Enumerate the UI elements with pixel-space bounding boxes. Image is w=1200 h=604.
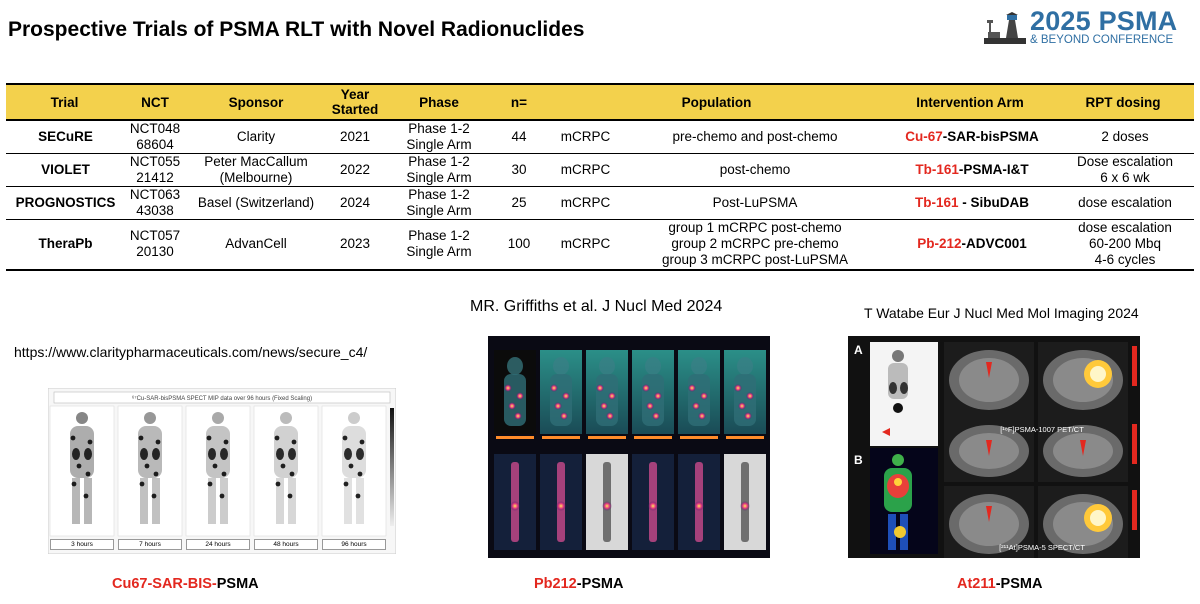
n-value: 30 [511, 162, 527, 177]
population-line: group 3 mCRPC post-LuPSMA [661, 252, 849, 268]
cell-intervention [888, 220, 1052, 270]
cell-population [622, 220, 888, 270]
sponsor-line: AdvanCell [225, 236, 287, 252]
pb212-scan-frame [632, 350, 674, 439]
spect-body-silhouette [254, 406, 318, 536]
cell-phase [385, 154, 493, 187]
phase-line: Single Arm [406, 203, 472, 218]
disease-value: mCRPC [560, 195, 611, 210]
year-value: 2021 [339, 129, 371, 144]
cell-trial [6, 187, 123, 220]
population-line: group 1 mCRPC post-chemo [668, 220, 842, 236]
spect-body-silhouette [322, 406, 386, 536]
header-trial: Trial [6, 84, 123, 120]
cell-n [493, 154, 545, 187]
header-n: n= [493, 84, 545, 120]
agent-label: -PSMA-I&T [958, 162, 1029, 177]
caption-at211-rest: -PSMA [995, 576, 1043, 592]
sponsor-line: Basel (Switzerland) [197, 195, 315, 210]
caption-cu67-isotope: Cu67-SAR-BIS- [112, 576, 217, 592]
trial-name: PROGNOSTICS [15, 195, 116, 210]
nct-part: NCT048 [129, 121, 181, 136]
cell-nct [123, 187, 187, 220]
lighthouse-icon [982, 12, 1028, 46]
pb212-scan-frame [724, 350, 766, 439]
cell-n [493, 120, 545, 154]
n-value: 100 [507, 236, 531, 252]
logo-main-text: 2025 PSMA [1030, 6, 1178, 36]
header-dosing: RPT dosing [1052, 84, 1194, 120]
phase-line: Phase 1-2 [408, 154, 470, 169]
cell-trial [6, 220, 123, 270]
ct-label-pet: [¹⁸F]PSMA-1007 PET/CT [1000, 425, 1084, 434]
phase-line: Phase 1-2 [408, 228, 470, 244]
cell-dosing [1052, 187, 1194, 220]
cell-sponsor [187, 120, 325, 154]
header-year-l2: Started [331, 102, 379, 117]
isotope-label: Tb-161 [915, 162, 959, 177]
timepoint-label: 7 hours [118, 539, 182, 550]
trial-name: VIOLET [41, 162, 90, 177]
phase-line: Single Arm [406, 244, 472, 260]
dosing-line: 6 x 6 wk [1100, 170, 1150, 185]
phase-line: Phase 1-2 [408, 121, 470, 136]
cell-n [493, 220, 545, 270]
cell-nct [123, 154, 187, 187]
trial-name: TheraPb [38, 236, 93, 252]
pb212-spect-frame [586, 454, 628, 550]
phase-line: Phase 1-2 [408, 187, 470, 202]
cell-population [622, 187, 888, 220]
isotope-label: Cu-67 [905, 129, 943, 144]
cell-phase [385, 187, 493, 220]
timepoint-row [48, 539, 392, 551]
agent-label: -ADVC001 [961, 236, 1027, 252]
cell-phase [385, 120, 493, 154]
caption-at211-isotope: At211 [957, 576, 996, 592]
cell-year [325, 154, 385, 187]
header-population: Population [545, 84, 888, 120]
table-row [6, 187, 1194, 220]
isotope-label: Pb-212 [917, 236, 962, 252]
table-body [6, 120, 1194, 270]
dosing-line: Dose escalation [1076, 154, 1174, 169]
sponsor-line: Peter MacCallum [204, 154, 308, 169]
n-value: 25 [511, 195, 527, 210]
nct-part: 43038 [136, 203, 174, 218]
phase-line: Single Arm [406, 170, 472, 185]
pb212-scan-frame [678, 350, 720, 439]
disease-value: mCRPC [560, 236, 611, 252]
pb212-image [488, 336, 770, 558]
timepoint-label: 48 hours [254, 539, 318, 550]
sponsor-line: Clarity [236, 129, 276, 144]
nct-part: NCT057 [129, 228, 181, 244]
cell-year [325, 220, 385, 270]
n-value: 44 [511, 129, 527, 144]
population-line: Post-LuPSMA [712, 195, 798, 210]
cell-disease [545, 154, 622, 187]
dosing-line: 60-200 Mbq [1088, 236, 1162, 252]
cell-dosing [1052, 154, 1194, 187]
nct-part: 21412 [136, 170, 174, 185]
timepoint-label: 96 hours [322, 539, 386, 550]
table-header-row [6, 84, 1194, 120]
population-line: post-chemo [719, 162, 791, 177]
figure-pb212-imaging [488, 336, 770, 558]
ct-label-spect: [²¹¹At]PSMA-5 SPECT/CT [999, 543, 1085, 552]
cell-disease [545, 220, 622, 270]
spect-body-silhouette [186, 406, 250, 536]
disease-value: mCRPC [560, 129, 611, 144]
population-line: group 2 mCRPC pre-chemo [671, 236, 839, 252]
citation-griffiths: MR. Griffiths et al. J Nucl Med 2024 [470, 298, 723, 315]
year-value: 2023 [339, 236, 371, 252]
isotope-label: Tb-161 [914, 195, 959, 210]
header-intervention: Intervention Arm [888, 84, 1052, 120]
caption-cu67-rest: PSMA [216, 576, 259, 592]
cell-phase [385, 220, 493, 270]
agent-label: -SAR-bisPSMA [942, 129, 1039, 144]
cell-population [622, 120, 888, 154]
slide-title: Prospective Trials of PSMA RLT with Novel Radionuclides [8, 18, 585, 41]
dosing-line: 4-6 cycles [1094, 252, 1156, 268]
caption-cu67 [112, 576, 259, 592]
cell-disease [545, 187, 622, 220]
logo-sub-text: & BEYOND CONFERENCE [1030, 34, 1174, 46]
cell-year [325, 120, 385, 154]
cell-trial [6, 120, 123, 154]
dosing-line: dose escalation [1078, 195, 1172, 210]
header-year-l1: Year [340, 87, 370, 102]
cell-n [493, 187, 545, 220]
nct-part: 20130 [136, 244, 174, 260]
timepoint-label: 24 hours [186, 539, 250, 550]
disease-value: mCRPC [560, 162, 611, 177]
dosing-line: dose escalation [1078, 220, 1172, 236]
header-sponsor: Sponsor [187, 84, 325, 120]
table-row [6, 220, 1194, 270]
cell-population [622, 154, 888, 187]
trial-name: SECuRE [38, 129, 93, 144]
dosing-line: 2 doses [1101, 129, 1149, 144]
ct-slice [1038, 342, 1128, 420]
nct-part: NCT055 [129, 154, 181, 169]
sponsor-line: (Melbourne) [219, 170, 293, 185]
pb212-spect-frame [678, 454, 720, 550]
pb212-spect-frame [494, 454, 536, 550]
panel-label-a: A [854, 343, 863, 357]
agent-label: - SibuDAB [958, 195, 1029, 210]
citation-clarity: https://www.claritypharmaceuticals.com/news/secure_c4/ [14, 344, 368, 360]
figure-cu67-spect [48, 388, 396, 554]
table-row [6, 120, 1194, 154]
caption-pb212-isotope: Pb212 [534, 576, 577, 592]
pb212-spect-frame [724, 454, 766, 550]
cell-intervention [888, 187, 1052, 220]
cell-sponsor [187, 187, 325, 220]
pb212-spect-frame [540, 454, 582, 550]
cell-dosing [1052, 220, 1194, 270]
nct-part: NCT063 [129, 187, 181, 202]
population-line: pre-chemo and post-chemo [672, 129, 838, 144]
pb212-spect-frame [632, 454, 674, 550]
year-value: 2022 [339, 162, 371, 177]
at211-image [848, 336, 1140, 558]
citation-watabe: T Watabe Eur J Nucl Med Mol Imaging 2024 [864, 305, 1139, 321]
header-nct: NCT [123, 84, 187, 120]
cell-year [325, 187, 385, 220]
phase-line: Single Arm [406, 137, 472, 152]
cell-nct [123, 120, 187, 154]
cell-intervention [888, 120, 1052, 154]
cell-sponsor [187, 154, 325, 187]
header-phase: Phase [385, 84, 493, 120]
caption-at211 [957, 576, 1042, 592]
spect-body-silhouette [50, 406, 114, 536]
trials-table [6, 83, 1194, 271]
nct-part: 68604 [136, 137, 174, 152]
panel-label-b: B [854, 453, 863, 467]
table-row [6, 154, 1194, 187]
timepoint-label: 3 hours [50, 539, 114, 550]
header-year [325, 84, 385, 120]
pb212-scan-frame [540, 350, 582, 439]
cu67-spect-image [48, 388, 396, 554]
year-value: 2024 [339, 195, 371, 210]
cu67-panel-header: ⁶⁷Cu-SAR-bisPSMA SPECT MIP data over 96 hours (Fixed Scaling) [131, 396, 313, 402]
caption-pb212 [534, 576, 623, 592]
cell-intervention [888, 154, 1052, 187]
cell-disease [545, 120, 622, 154]
ct-slice [944, 342, 1034, 420]
cell-sponsor [187, 220, 325, 270]
conference-logo [982, 6, 1194, 50]
pb212-scan-frame [494, 350, 536, 439]
caption-pb212-rest: -PSMA [576, 576, 624, 592]
cell-trial [6, 154, 123, 187]
pb212-scan-frame [586, 350, 628, 439]
figure-at211-imaging [848, 336, 1140, 558]
cell-dosing [1052, 120, 1194, 154]
cell-nct [123, 220, 187, 270]
spect-body-silhouette [118, 406, 182, 536]
